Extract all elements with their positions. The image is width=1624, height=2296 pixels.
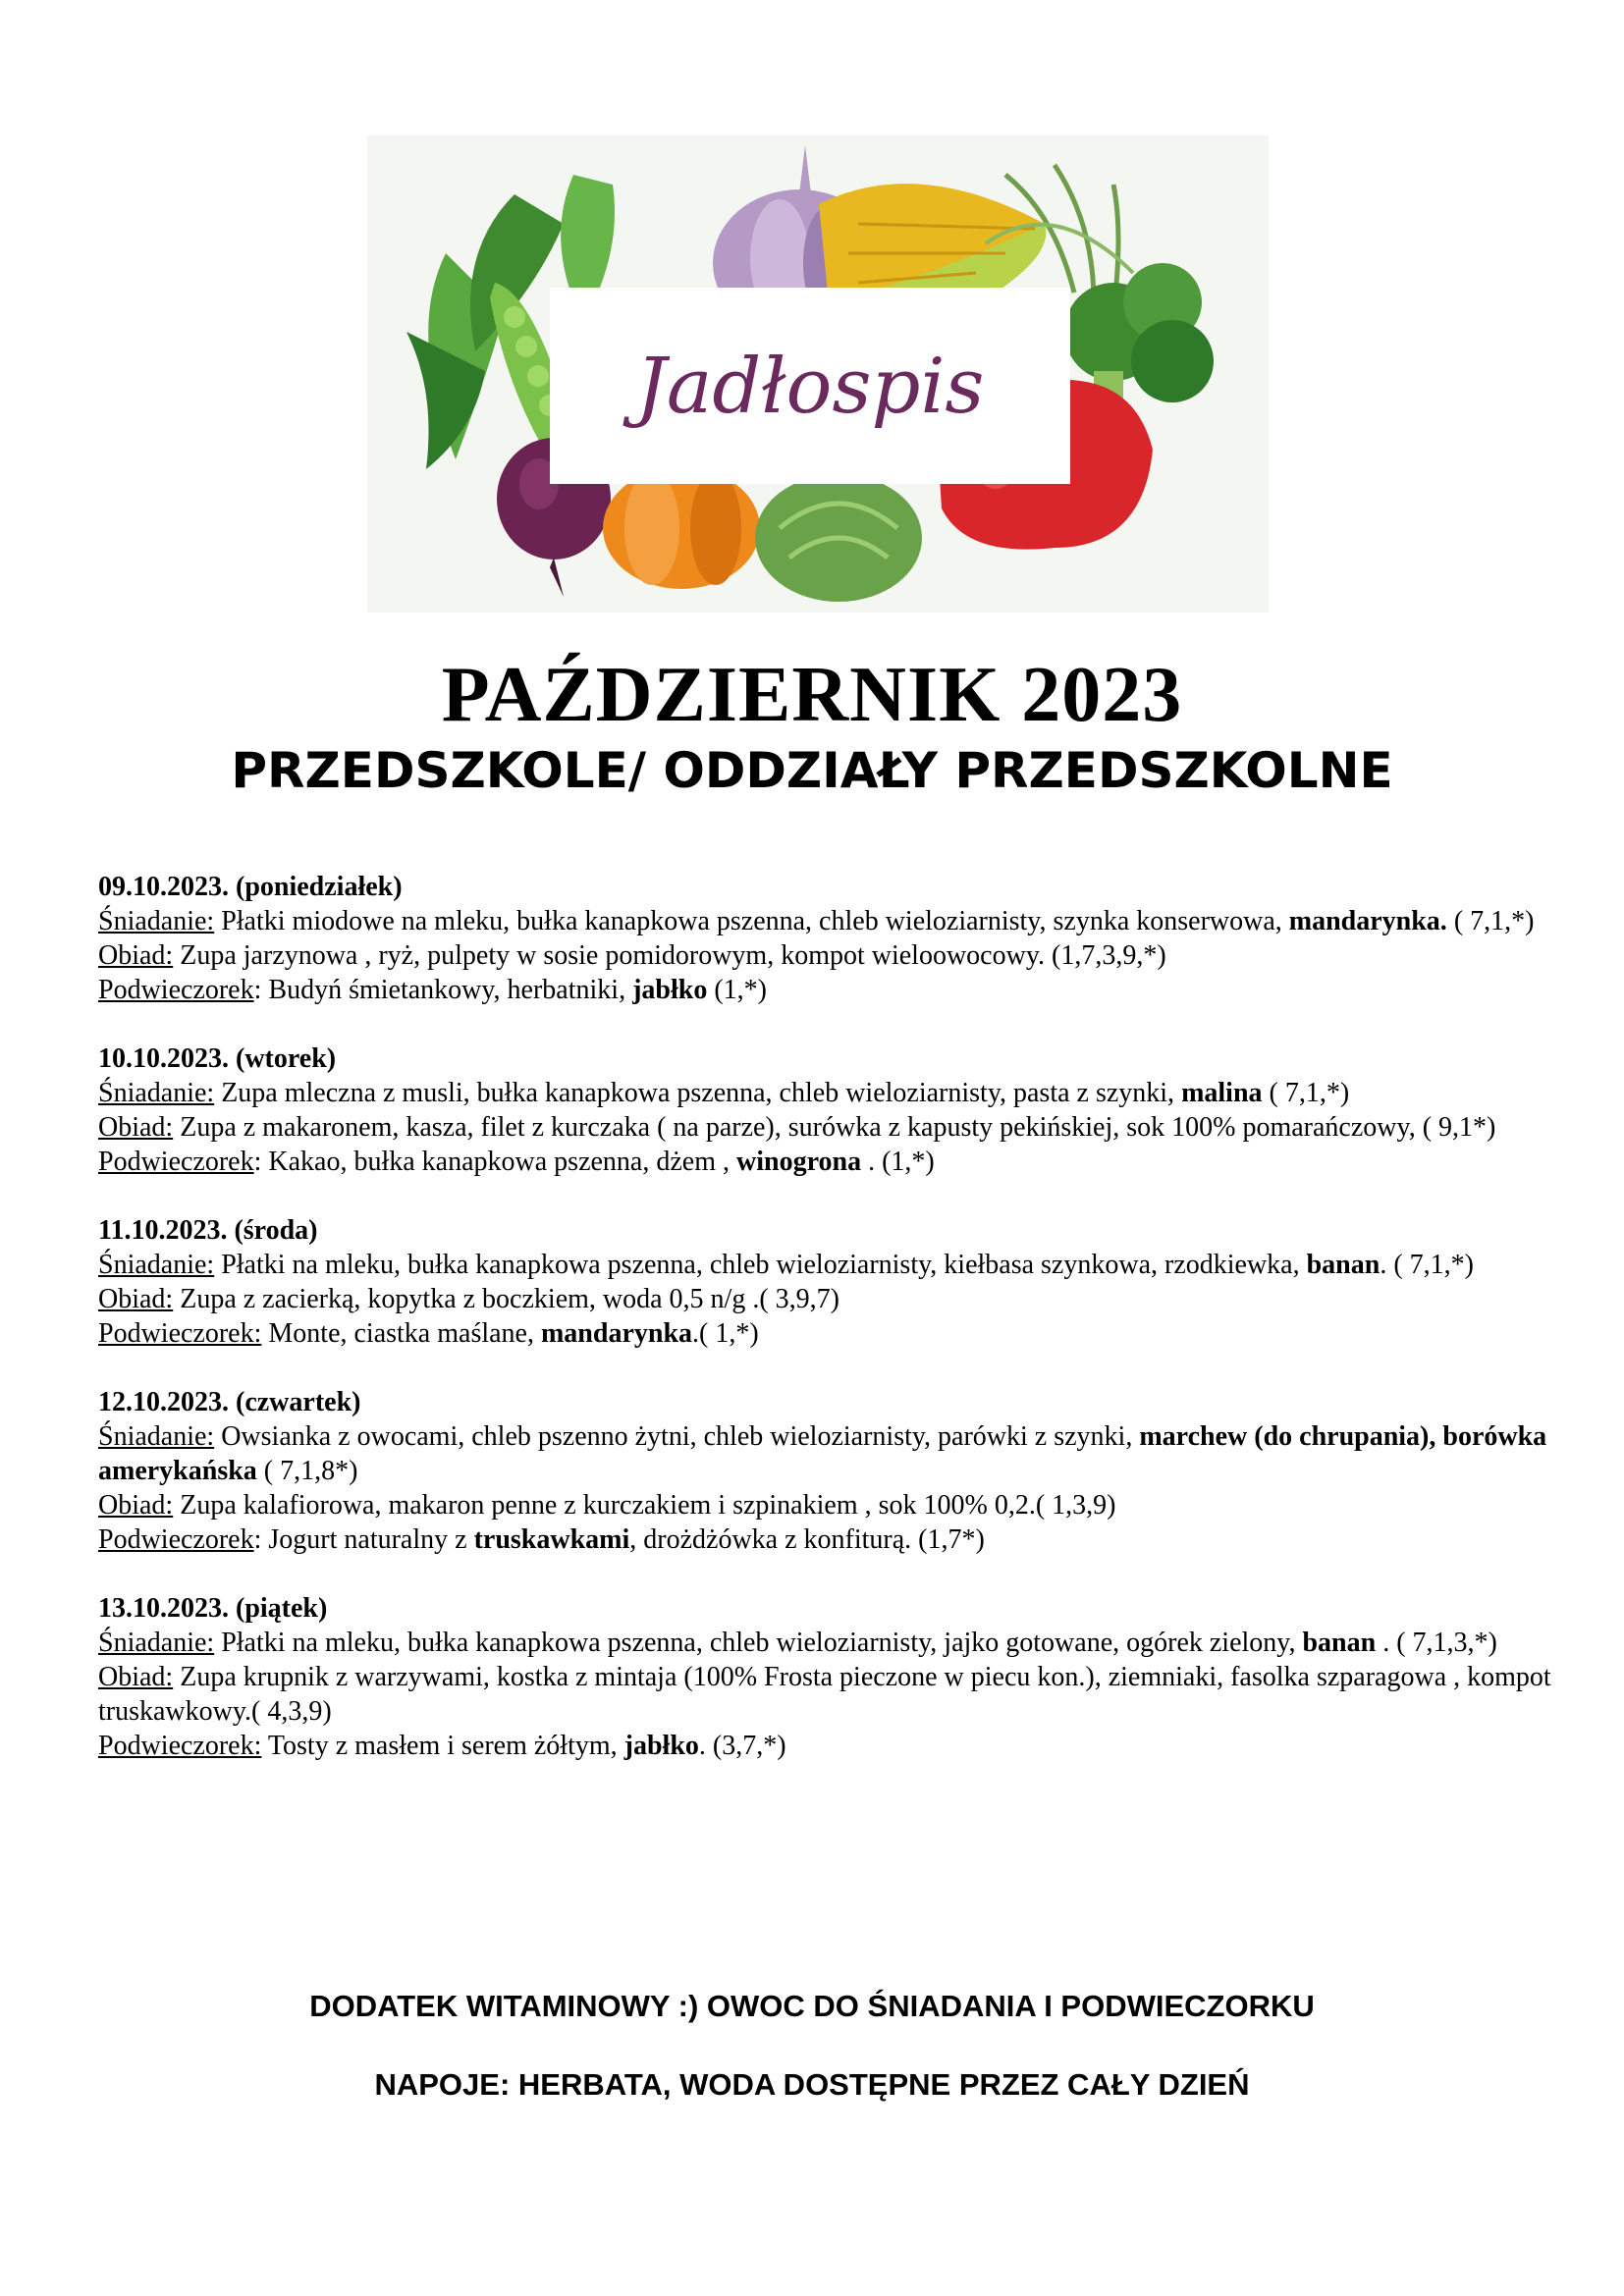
snack-line: [98, 1729, 1551, 1763]
breakfast-line: [98, 1626, 1551, 1660]
day-block: [98, 1385, 1551, 1557]
breakfast-allergens: . ( 7,1,3,*): [1376, 1628, 1497, 1658]
lunch-line: [98, 1110, 1551, 1145]
lunch-text: Zupa z makaronem, kasza, filet z kurczaka ( na parze), surówka z kapusty pekińskiej, sok 100% pomarańczowy, ( 9,1*): [173, 1112, 1496, 1143]
vitamin-note: DODATEK WITAMINOWY :) OWOC DO ŚNIADANIA I PODWIECZORKU: [309, 1989, 1315, 2023]
breakfast-line: [98, 1076, 1551, 1110]
breakfast-allergens: . ( 7,1,*): [1380, 1250, 1474, 1280]
day-date: 10.10.2023. (wtorek): [98, 1043, 337, 1074]
breakfast-highlight: banan: [1302, 1628, 1377, 1658]
snack-allergens: (1,*): [707, 975, 767, 1005]
breakfast-label: Śniadanie:: [98, 1421, 215, 1452]
drinks-note: NAPOJE: HERBATA, WODA DOSTĘPNE PRZEZ CAŁY DZIEŃ: [374, 2067, 1250, 2102]
breakfast-text: Płatki miodowe na mleku, bułka kanapkowa pszenna, chleb wieloziarnisty, szynka konserwowa,: [214, 906, 1289, 936]
breakfast-line: [98, 1419, 1551, 1488]
snack-allergens: .( 1,*): [692, 1318, 759, 1349]
pumpkin-icon: [603, 467, 760, 589]
day-block: [98, 1041, 1551, 1179]
lunch-label: Obiad:: [98, 1662, 174, 1692]
snack-line: [98, 973, 1551, 1007]
lunch-line: [98, 938, 1551, 973]
breakfast-label: Śniadanie:: [98, 1078, 215, 1108]
day-date: 11.10.2023. (środa): [98, 1215, 318, 1246]
logo-text: Jadłospis: [635, 343, 985, 431]
breakfast-allergens: ( 7,1,*): [1446, 906, 1535, 936]
vegetable-wreath-icon: [367, 135, 1269, 613]
snack-highlight: winogrona: [736, 1147, 862, 1177]
day-date: 09.10.2023. (poniedziałek): [98, 872, 403, 902]
snack-highlight: mandarynka: [540, 1318, 693, 1349]
snack-allergens: . (3,7,*): [698, 1731, 786, 1761]
lunch-label: Obiad:: [98, 940, 174, 971]
day-block: [98, 870, 1551, 1007]
snack-text: : Jogurt naturalny z: [253, 1524, 474, 1555]
page-subtitle: PRZEDSZKOLE/ ODDZIAŁY PRZEDSZKOLNE: [231, 742, 1393, 799]
lunch-line: [98, 1282, 1551, 1316]
breakfast-highlight: marchew (do chrupania), borówka amerykańska: [98, 1421, 1547, 1486]
breakfast-label: Śniadanie:: [98, 906, 215, 936]
lunch-label: Obiad:: [98, 1490, 174, 1521]
breakfast-text: Płatki na mleku, bułka kanapkowa pszenna, chleb wieloziarnisty, jajko gotowane, ogórek zielony,: [214, 1628, 1303, 1658]
snack-label: Podwieczorek:: [98, 1318, 262, 1349]
snack-text: : Budyń śmietankowy, herbatniki,: [253, 975, 633, 1005]
breakfast-label: Śniadanie:: [98, 1250, 215, 1280]
day-date: 13.10.2023. (piątek): [98, 1593, 328, 1624]
breakfast-allergens: ( 7,1,8*): [256, 1456, 358, 1486]
breakfast-highlight: mandarynka.: [1288, 906, 1447, 936]
snack-highlight: jabłko: [623, 1731, 699, 1761]
breakfast-text: Owsianka z owocami, chleb pszenno żytni, chleb wieloziarnisty, parówki z szynki,: [214, 1421, 1140, 1452]
snack-text: : Kakao, bułka kanapkowa pszenna, dżem ,: [253, 1147, 736, 1177]
snack-label: Podwieczorek:: [98, 1731, 262, 1761]
breakfast-text: Płatki na mleku, bułka kanapkowa pszenna, chleb wieloziarnisty, kiełbasa szynkowa, rzodkiewka,: [214, 1250, 1307, 1280]
breakfast-allergens: ( 7,1,*): [1262, 1078, 1350, 1108]
menu-logo: [367, 135, 1269, 613]
snack-allergens: . (1,*): [861, 1147, 935, 1177]
snack-line: [98, 1145, 1551, 1179]
snack-highlight: truskawkami: [473, 1524, 630, 1555]
artichoke-icon: [755, 474, 922, 602]
snack-line: [98, 1316, 1551, 1351]
snack-allergens: , drożdżówka z konfiturą. (1,7*): [629, 1524, 985, 1555]
snack-label: Podwieczorek: [98, 1524, 254, 1555]
day-block: [98, 1213, 1551, 1351]
lunch-label: Obiad:: [98, 1284, 174, 1314]
lunch-label: Obiad:: [98, 1112, 174, 1143]
snack-label: Podwieczorek: [98, 1147, 254, 1177]
day-block: [98, 1591, 1551, 1763]
lunch-text: Zupa kalafiorowa, makaron penne z kurczakiem i szpinakiem , sok 100% 0,2.( 1,3,9): [173, 1490, 1116, 1521]
breakfast-text: Zupa mleczna z musli, bułka kanapkowa pszenna, chleb wieloziarnisty, pasta z szynki,: [214, 1078, 1182, 1108]
lunch-line: [98, 1488, 1551, 1522]
lunch-text: Zupa jarzynowa , ryż, pulpety w sosie pomidorowym, kompot wieloowocowy. (1,7,3,9,*): [173, 940, 1166, 971]
lunch-text: Zupa z zacierką, kopytka z boczkiem, woda 0,5 n/g .( 3,9,7): [173, 1284, 839, 1314]
menu-days: [98, 870, 1551, 1797]
breakfast-line: [98, 904, 1551, 938]
lunch-text: Zupa krupnik z warzywami, kostka z mintaja (100% Frosta pieczone w piecu kon.), ziemniaki, fasolka szparagowa , kompot truskawkowy.( 4,3,9): [98, 1662, 1551, 1727]
snack-label: Podwieczorek: [98, 975, 254, 1005]
breakfast-label: Śniadanie:: [98, 1628, 215, 1658]
lunch-line: [98, 1660, 1551, 1729]
page-title: PAŹDZIERNIK 2023: [441, 652, 1183, 738]
breakfast-line: [98, 1248, 1551, 1282]
breakfast-highlight: banan: [1306, 1250, 1380, 1280]
snack-text: Tosty z masłem i serem żółtym,: [261, 1731, 624, 1761]
snack-highlight: jabłko: [632, 975, 708, 1005]
snack-text: Monte, ciastka maślane,: [261, 1318, 541, 1349]
day-date: 12.10.2023. (czwartek): [98, 1387, 361, 1417]
snack-line: [98, 1522, 1551, 1557]
breakfast-highlight: malina: [1181, 1078, 1263, 1108]
